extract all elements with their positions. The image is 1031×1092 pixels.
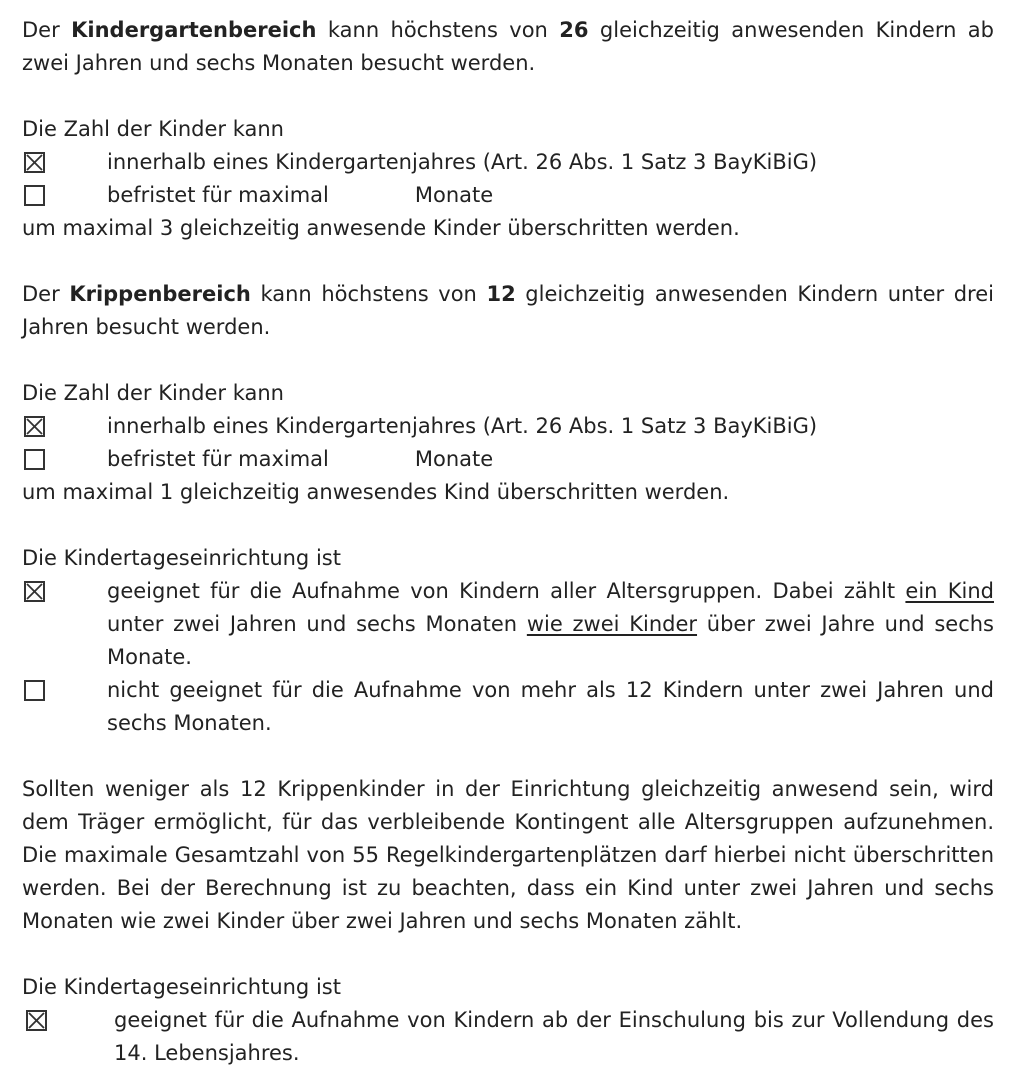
cross-mark-icon [26,583,43,600]
checkbox-empty-icon[interactable] [24,185,45,206]
checkbox-checked-icon[interactable] [24,416,45,437]
cross-mark-icon [28,1012,45,1029]
kindergarten-capacity-paragraph: Der Kindergartenbereich kann höchstens von 26 gleichzeitig anwesenden Kindern ab zwei Jahren und sechs Monaten besucht werden. [22,18,994,75]
kindergarten-closing: um maximal 3 gleichzeitig anwesende Kinder überschritten werden. [22,216,740,240]
kindergarten-lead: Die Zahl der Kinder kann [22,117,284,141]
cross-mark-icon [26,418,43,435]
eignung-lead: Die Kindertageseinrichtung ist [22,546,341,570]
eignung-option-all-ages[interactable]: geeignet für die Aufnahme von Kindern aller Altersgruppen. Dabei zählt ein Kind unter zwei Jahren und sechs Monaten wie zwei Kinder über zwei Jahre und sechs Monate. [22,575,994,674]
checkbox-empty-icon[interactable] [24,449,45,470]
krippe-capacity-number: 12 [486,282,516,306]
krippe-closing: um maximal 1 gleichzeitig anwesendes Kind überschritten werden. [22,480,730,504]
krippe-lead: Die Zahl der Kinder kann [22,381,284,405]
checkbox-checked-icon[interactable] [26,1010,47,1031]
checkbox-checked-icon[interactable] [24,581,45,602]
krippe-option-year[interactable]: innerhalb eines Kindergartenjahres (Art. 26 Abs. 1 Satz 3 BayKiBiG) [22,410,994,443]
schule-option-school-age[interactable]: geeignet für die Aufnahme von Kindern ab der Einschulung bis zur Vollendung des 14. Lebensjahres. [22,1004,994,1070]
underlined-ein-kind: ein Kind [905,579,994,603]
document-page [22,14,994,1070]
kindergarten-option-limited[interactable]: befristet für maximal Monate [22,179,994,212]
krippe-label: Krippenbereich [69,282,251,306]
underlined-wie-zwei-kinder: wie zwei Kinder [526,612,698,636]
kindergarten-label: Kindergartenbereich [71,18,317,42]
cross-mark-icon [26,154,43,171]
checkbox-empty-icon[interactable] [24,680,45,701]
kindergarten-capacity-number: 26 [559,18,589,42]
krippe-option-limited[interactable]: befristet für maximal Monate [22,443,994,476]
contingent-note-paragraph: Sollten weniger als 12 Krippenkinder in der Einrichtung gleichzeitig anwesend sein, wird dem Träger ermöglicht, für das verbleibende Kontingent alle Altersgruppen aufzunehmen. Die maximale Gesamtzahl von 55 Regelkindergartenplätzen darf hierbei nicht überschritten werden. Bei der Berechnung ist zu beachten, dass ein Kind unter zwei Jahren und sechs Monaten wie zwei Kinder über zwei Jahren und sechs Monaten zählt. [22,777,994,933]
eignung-option-not-suitable[interactable]: nicht geeignet für die Aufnahme von mehr als 12 Kindern unter zwei Jahren und sechs Monaten. [22,674,994,740]
checkbox-checked-icon[interactable] [24,152,45,173]
krippe-capacity-paragraph: Der Krippenbereich kann höchstens von 12 gleichzeitig anwesenden Kindern unter drei Jahren besucht werden. [22,282,994,339]
kindergarten-option-year[interactable]: innerhalb eines Kindergartenjahres (Art. 26 Abs. 1 Satz 3 BayKiBiG) [22,146,994,179]
schule-lead: Die Kindertageseinrichtung ist [22,975,341,999]
